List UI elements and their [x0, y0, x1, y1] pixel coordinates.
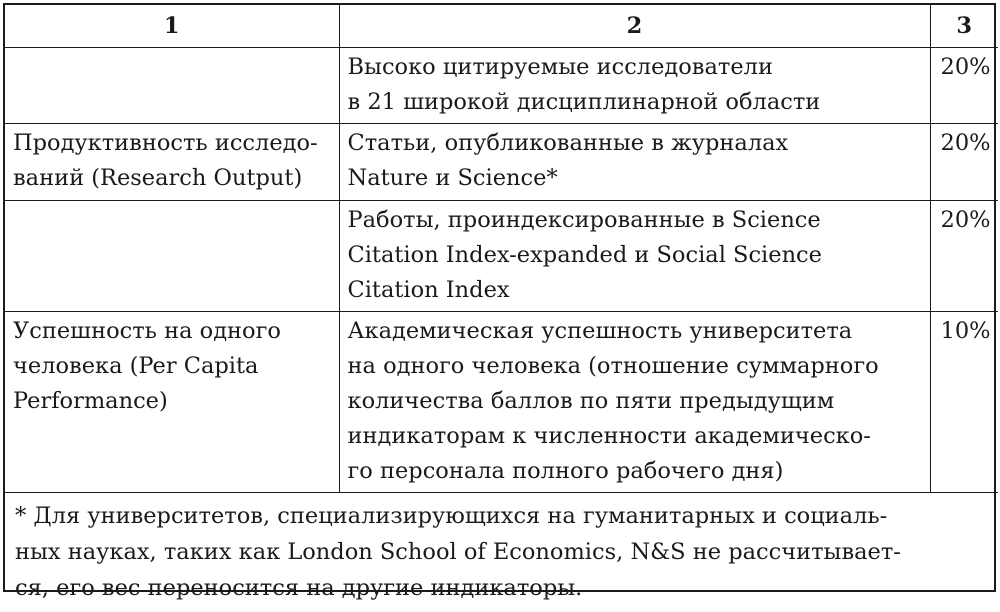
header-col-1: 1 — [5, 5, 339, 48]
table-row — [5, 48, 998, 124]
ranking-indicators-table — [5, 5, 998, 612]
description-line: Citation Index — [348, 273, 922, 308]
description-cell — [339, 201, 930, 312]
footnote-cell — [5, 493, 998, 612]
table-row — [5, 124, 998, 201]
description-line: индикаторам к численности академическо- — [348, 419, 922, 454]
description-cell — [339, 48, 930, 124]
table-header-row — [5, 5, 998, 48]
description-line: Nature и Science* — [348, 161, 922, 196]
indicator-cell — [5, 312, 339, 493]
description-line: Статьи, опубликованные в журналах — [348, 126, 922, 161]
description-cell — [339, 124, 930, 201]
indicator-line: Продуктивность исследо- — [13, 126, 331, 161]
footnote-line: * Для университетов, специализирующихся на гуманитарных и социаль- — [15, 498, 988, 534]
description-line: Citation Index-expanded и Social Science — [348, 238, 922, 273]
weight-cell: 10% — [930, 312, 998, 493]
description-line: го персонала полного рабочего дня) — [348, 454, 922, 489]
description-line: в 21 широкой дисциплинарной области — [348, 85, 922, 120]
footnote-line: ся, его вес переносится на другие индикаторы. — [15, 570, 988, 606]
indicator-line: Performance) — [13, 384, 331, 419]
footnote-row — [5, 493, 998, 612]
indicator-cell — [5, 124, 339, 201]
weight-cell: 20% — [930, 201, 998, 312]
description-cell — [339, 312, 930, 493]
description-line: Высоко цитируемые исследователи — [348, 50, 922, 85]
indicator-line: человека (Per Capita — [13, 349, 331, 384]
header-col-3: 3 — [930, 5, 998, 48]
indicator-cell — [5, 48, 339, 124]
weight-cell: 20% — [930, 124, 998, 201]
indicator-cell — [5, 201, 339, 312]
description-line: количества баллов по пяти предыдущим — [348, 384, 922, 419]
header-col-2: 2 — [339, 5, 930, 48]
indicator-line: ваний (Research Output) — [13, 161, 331, 196]
footnote-line: ных науках, таких как London School of Economics, N&S не рассчитывает- — [15, 534, 988, 570]
ranking-indicators-table-frame — [3, 3, 996, 592]
weight-cell: 20% — [930, 48, 998, 124]
table-row — [5, 201, 998, 312]
description-line: Академическая успешность университета — [348, 314, 922, 349]
table-row — [5, 312, 998, 493]
description-line: Работы, проиндексированные в Science — [348, 203, 922, 238]
description-line: на одного человека (отношение суммарного — [348, 349, 922, 384]
indicator-line: Успешность на одного — [13, 314, 331, 349]
